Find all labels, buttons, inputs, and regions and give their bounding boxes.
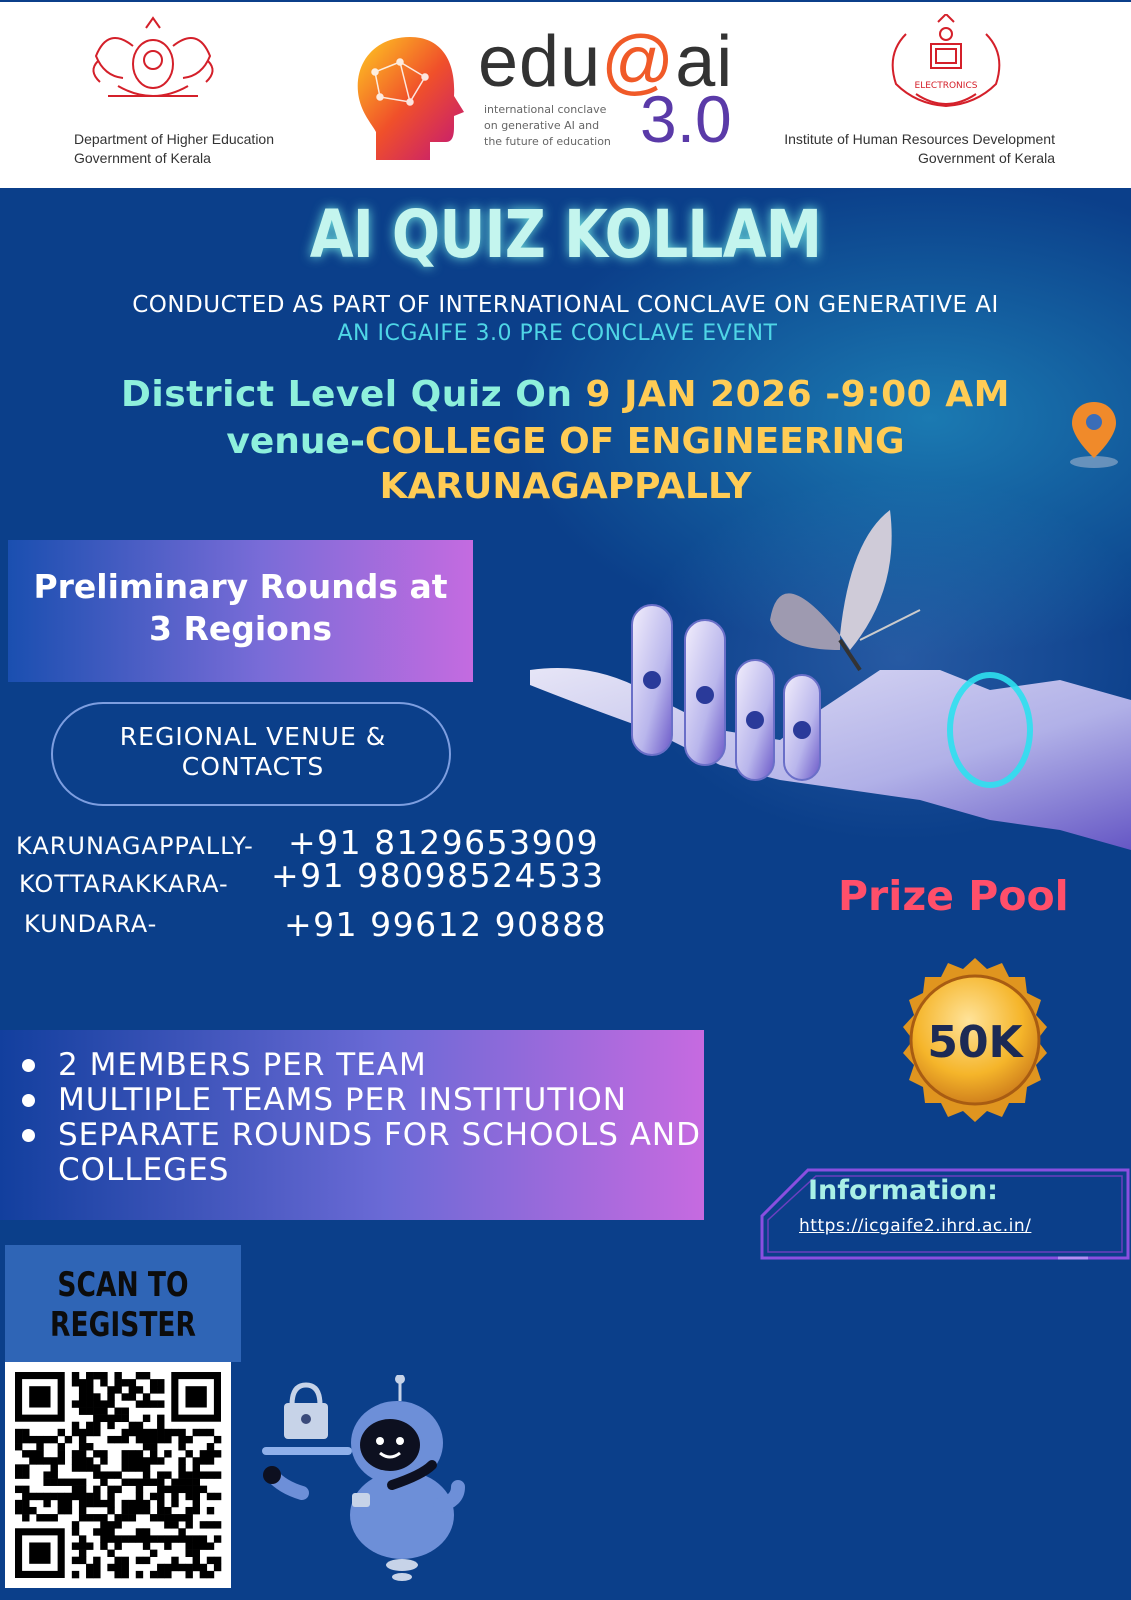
logo-sub-line2: on generative AI and (484, 119, 600, 132)
contact-number-karunagappally: +91 8129653909 (288, 823, 600, 862)
preliminary-banner (8, 540, 473, 682)
rule-item (18, 1083, 704, 1118)
logo-edu: edu (478, 22, 602, 102)
qr-code-pattern (5, 1362, 231, 1588)
logo-sub-line1: international conclave (484, 103, 607, 116)
ihrd-caption (784, 130, 1055, 168)
logo-ai: ai (675, 22, 734, 102)
location-pin-icon (1066, 398, 1122, 470)
logo-at: @ (601, 22, 676, 102)
rule-text: 2 MEMBERS PER TEAM (58, 1047, 427, 1083)
venue-value-line2: KARUNAGAPPALLY (379, 466, 752, 507)
rule-item (18, 1048, 704, 1083)
regional-line2: CONTACTS (181, 752, 325, 781)
rules-list (18, 1048, 704, 1188)
ai-head-icon (350, 32, 470, 162)
prize-amount: 50K (927, 1017, 1023, 1068)
ihrd-caption-line2: Government of Kerala (918, 150, 1055, 166)
preliminary-line1: Preliminary Rounds at (33, 567, 448, 606)
ihrd-seal-icon (876, 14, 1016, 118)
contact-name-kundara: KUNDARA- (24, 910, 158, 938)
regional-venue-pill (51, 702, 451, 806)
ihrd-caption-line1: Institute of Human Resources Development (784, 131, 1055, 147)
edu-ai-logo (350, 22, 750, 162)
rules-banner (0, 1030, 704, 1220)
contact-name-karunagappally: KARUNAGAPPALLY- (16, 832, 254, 860)
contact-number-kundara: +91 99612 90888 (284, 905, 608, 944)
robot-hand-icon (520, 500, 1131, 860)
scan-line2: REGISTER (50, 1305, 196, 1345)
information-title: Information: (808, 1175, 998, 1206)
conducted-line: CONDUCTED AS PART OF INTERNATIONAL CONCLAVE ON GENERATIVE AI (132, 292, 999, 318)
dhe-caption-line2: Government of Kerala (74, 150, 211, 166)
scan-to-register-label (5, 1245, 241, 1362)
qr-code[interactable] (5, 1362, 231, 1588)
regional-line1: REGIONAL VENUE & (119, 722, 387, 751)
contact-name-kottarakkara: KOTTARAKKARA- (19, 870, 229, 898)
butterfly-icon (770, 510, 920, 670)
event-title: AI QUIZ KOLLAM (309, 196, 822, 273)
venue-value-line1: COLLEGE OF ENGINEERING (364, 421, 905, 462)
venue-line (0, 421, 1131, 462)
bullet-icon (22, 1059, 35, 1072)
ihrd-seal-text: ELECTRONICS (914, 81, 978, 91)
prize-pool-title: Prize Pool (838, 872, 1069, 920)
scan-text (31, 1265, 215, 1345)
bullet-icon (22, 1094, 35, 1107)
information-link[interactable]: https://icgaife2.ihrd.ac.in/ (799, 1216, 1032, 1236)
dhe-caption-line1: Department of Higher Education (74, 131, 274, 147)
dhe-caption (74, 130, 274, 168)
district-datetime: 9 JAN 2026 -9:00 AM (585, 374, 1010, 415)
logo-sub-line3: the future of education (484, 135, 611, 148)
venue-label: venue- (226, 421, 365, 462)
preliminary-text (8, 566, 473, 650)
regional-text (53, 722, 453, 782)
rule-item (18, 1118, 704, 1188)
scan-line1: SCAN TO (57, 1265, 189, 1305)
rule-text: SEPARATE ROUNDS FOR SCHOOLS AND COLLEGES (58, 1117, 701, 1188)
contact-number-kottarakkara: +91 98098524533 (271, 856, 605, 895)
robot-mascot-icon (262, 1375, 482, 1590)
district-label: District Level Quiz On (121, 374, 586, 415)
preliminary-line2: 3 Regions (149, 609, 332, 648)
logo-version: 3.0 (640, 82, 732, 156)
bullet-icon (22, 1129, 35, 1142)
header-band (0, 0, 1131, 190)
lock-icon (284, 1385, 328, 1439)
kerala-emblem-icon (78, 16, 228, 116)
logo-subtitle (484, 102, 611, 150)
district-quiz-line (0, 374, 1131, 415)
pre-conclave-line: AN ICGAIFE 3.0 PRE CONCLAVE EVENT (337, 321, 778, 346)
rule-text: MULTIPLE TEAMS PER INSTITUTION (58, 1082, 627, 1118)
